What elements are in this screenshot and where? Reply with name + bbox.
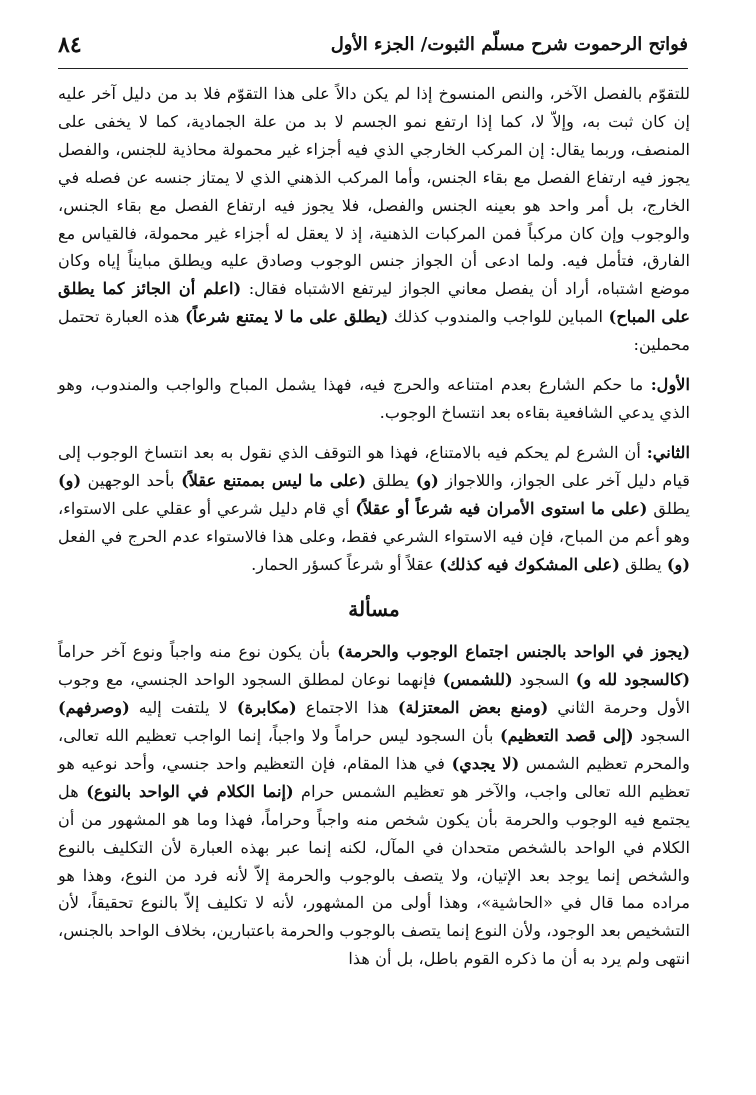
text-run: في هذا المقام، فإن التعظيم واحد جنسي، وأحد نوعيه هو تعظيم الله تعالى واجب، والآخر هو تعظيم الشمس حرام [58,753,690,801]
bold-phrase: (اعلم أن الجائز كما يطلق على المباح) [58,279,690,327]
text-run: يطلق [647,498,690,518]
text-run: بأحد الوجهين [81,470,182,490]
first-meaning-label: الأول: [650,375,690,395]
bold-phrase: (على ما ليس بممتنع عقلاً) [181,470,367,490]
bold-phrase: (للشمس) [442,670,513,690]
section-heading: مسألة [348,597,400,622]
bold-phrase: (و) [58,470,82,490]
bold-phrase: (يطلق على ما لا يمتنع شرعاً) [185,307,389,327]
bold-phrase: (يجوز في الواحد بالجنس اجتماع الوجوب والحرمة) [337,642,690,662]
paragraph-3 [58,439,690,579]
text-run: عقلاً أو شرعاً كسؤر الحمار. [251,554,440,574]
text-run: السجود [512,670,576,690]
bold-phrase: (وصرفهم) [58,698,130,718]
paragraph-1 [58,80,690,359]
bold-phrase: (و) [666,554,690,574]
bold-phrase: (على ما استوى الأمران فيه شرعاً أو عقلاً) [355,498,648,518]
text-run: هذه العبارة تحتمل محملين: [58,307,690,355]
paragraph-1-text: للتقوّم بالفصل الآخر، والنص المنسوخ إذا لم يكن دالاً على هذا التقوّم فلا بد من دليل آخر عليه إن كان ثبت به، وإلاّ لا، كما إذا ارتفع نمو الجسم لا بد من علة الجمادية، كما لا يخفى على المنصف، وربما يقال: إن المركب الخارجي الذي فيه أجزاء غير محمولة محاذية للجنس، والفصل يجوز فيه ارتفاع الفصل مع بقاء الجنس، وأما المركب الذهني الذي لا يمتاز جنسه عن فصله في الخارج، بل أمر واحد هو بعينه الجنس والفصل، فلا يجوز فيه ارتفاع الفصل مع بقاء الجنس، والوجوب وإن كان مركباً فمن المركبات الذهنية، إذ لا يعقل له أجزاء غير محمولة، فالقياس مع الفارق، فتأمل فيه. ولما ادعى أن الجواز جنس الوجوب وصادق عليه ويطلق مبايناً إياه وكان موضع اشتباه، أراد أن يفصل معاني الجواز ليرتفع الاشتباه فقال: [58,84,691,299]
bold-phrase: (و) [415,470,439,490]
bold-phrase: (لا يجدي) [451,753,520,773]
text-run: بأن السجود ليس حراماً ولا واجباً، إنما الواجب تعظيم الله تعالى، والمحرم تعظيم الشمس [58,726,690,773]
bold-phrase: (إنما الكلام في الواحد بالنوع) [86,781,294,801]
text-run: السجود [633,726,690,746]
bold-phrase: (ومنع بعض المعتزلة) [397,698,549,718]
text-run: ما حكم الشارع بعدم امتناعه والحرج فيه، فهذا يشمل المباح والواجب والمندوب، وهو الذي يدعي الشافعية بقاءه بعد انتساخ الوجوب. [58,375,690,422]
text-run: أي قام دليل شرعي أو عقلي على الاستواء، وهو أعم من المباح، فإن فيه الاستواء الشرعي فقط، وعلى هذا فالاستواء عدم الحرج في الفعل [58,498,690,546]
paragraph-2 [58,371,690,427]
text-run: فإنهما نوعان لمطلق السجود الواحد الجنسي، مع وجوب الأول وحرمة الثاني [58,670,691,718]
page-header [58,30,688,69]
text-run: يطلق [619,554,667,574]
page-number: ٨٤ [58,32,82,58]
bold-phrase: (كالسجود لله و) [575,670,690,690]
bold-phrase: (على المشكوك فيه كذلك) [439,554,620,574]
body-text [58,80,690,973]
paragraph-4 [58,638,690,973]
text-run: لا يلتفت إليه [129,698,237,718]
text-run: يطلق [366,470,416,490]
text-run: أن الشرع لم يحكم فيه بالامتناع، فهذا هو التوقف الذي نقول به بعد انتساخ الوجوب إلى قيام دليل آخر على الجواز، واللاجواز [58,442,691,490]
bold-phrase: (إلى قصد التعظيم) [499,726,634,746]
text-run: بأن يكون نوع منه واجباً ونوع آخر حراماً [58,642,338,662]
text-run: المباين للواجب والمندوب كذلك [388,307,609,327]
text-run: هل يجتمع فيه الوجوب والحرمة بأن يكون شخص منه واجباً وحراماً، فهذا وما هو المشهور من أن الكلام في الواحد بالشخص متحدان في المآل، لكنه إنما عبر بهذه العبارة لأن التكليف بالنوع والشخص إنما يوجد بعد الإتيان، ولا يتصف بالوجوب والحرمة إلاّ لأنه فرد من النوع، وهذا هو مراده مما قال في «الحاشية»، وهذا أولى من المشهور، لأنه لا تكليف إلاّ بالنوع تحقيقاً، لأن التشخيص بعد الوجود، ولأن النوع إنما يتصف بالوجوب والحرمة باعتبارين، بخلاف الواحد بالجنس، انتهى ولم يرد به أن ما ذكره القوم باطل، بل أن هذا [58,781,690,969]
bold-phrase: (مكابرة) [236,698,297,718]
second-meaning-label: الثاني: [646,442,690,462]
text-run: هذا الاجتماع [296,698,398,718]
running-title: فواتح الرحموت شرح مسلّم الثبوت/ الجزء الأول [330,34,688,55]
